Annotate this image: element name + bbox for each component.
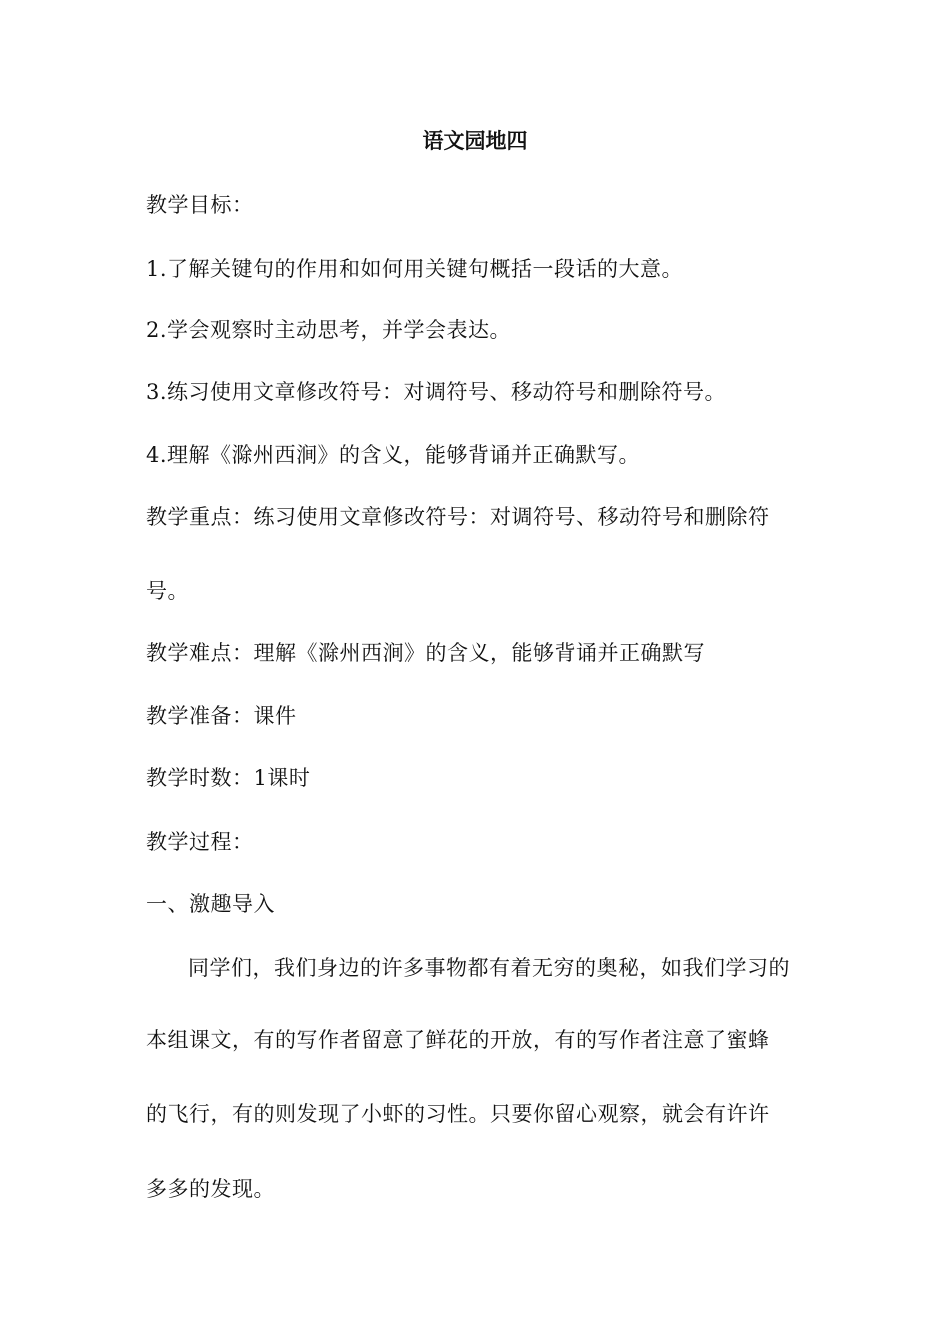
- paragraph-line-4: 多多的发现。: [146, 1177, 275, 1201]
- objective-item-2: 2.学会观察时主动思考，并学会表达。: [146, 318, 512, 342]
- objective-item-3: 3.练习使用文章修改符号：对调符号、移动符号和删除符号。: [146, 380, 727, 404]
- paragraph-line-3: 的飞行，有的则发现了小虾的习性。只要你留心观察，就会有许许: [146, 1102, 770, 1126]
- objective-item-1: 1.了解关键句的作用和如何用关键句概括一段话的大意。: [146, 257, 684, 281]
- process-heading: 教学过程：: [146, 830, 254, 854]
- objective-item-4: 4.理解《滁州西涧》的含义，能够背诵并正确默写。: [146, 443, 641, 467]
- objectives-heading: 教学目标：: [146, 193, 254, 217]
- section-heading-intro: 一、激趣导入: [146, 892, 275, 916]
- document-title: 语文园地四: [422, 128, 528, 153]
- class-hours-line: 教学时数：1课时: [146, 766, 311, 790]
- key-points-line-2: 号。: [146, 579, 189, 603]
- paragraph-line-2: 本组课文，有的写作者留意了鲜花的开放，有的写作者注意了蜜蜂: [146, 1028, 770, 1052]
- preparation-line: 教学准备：课件: [146, 704, 297, 728]
- difficulties-line: 教学难点：理解《滁州西涧》的含义，能够背诵并正确默写: [146, 641, 705, 665]
- paragraph-line-1: 同学们，我们身边的许多事物都有着无穷的奥秘，如我们学习的: [188, 956, 790, 980]
- key-points-line-1: 教学重点：练习使用文章修改符号：对调符号、移动符号和删除符: [146, 505, 770, 529]
